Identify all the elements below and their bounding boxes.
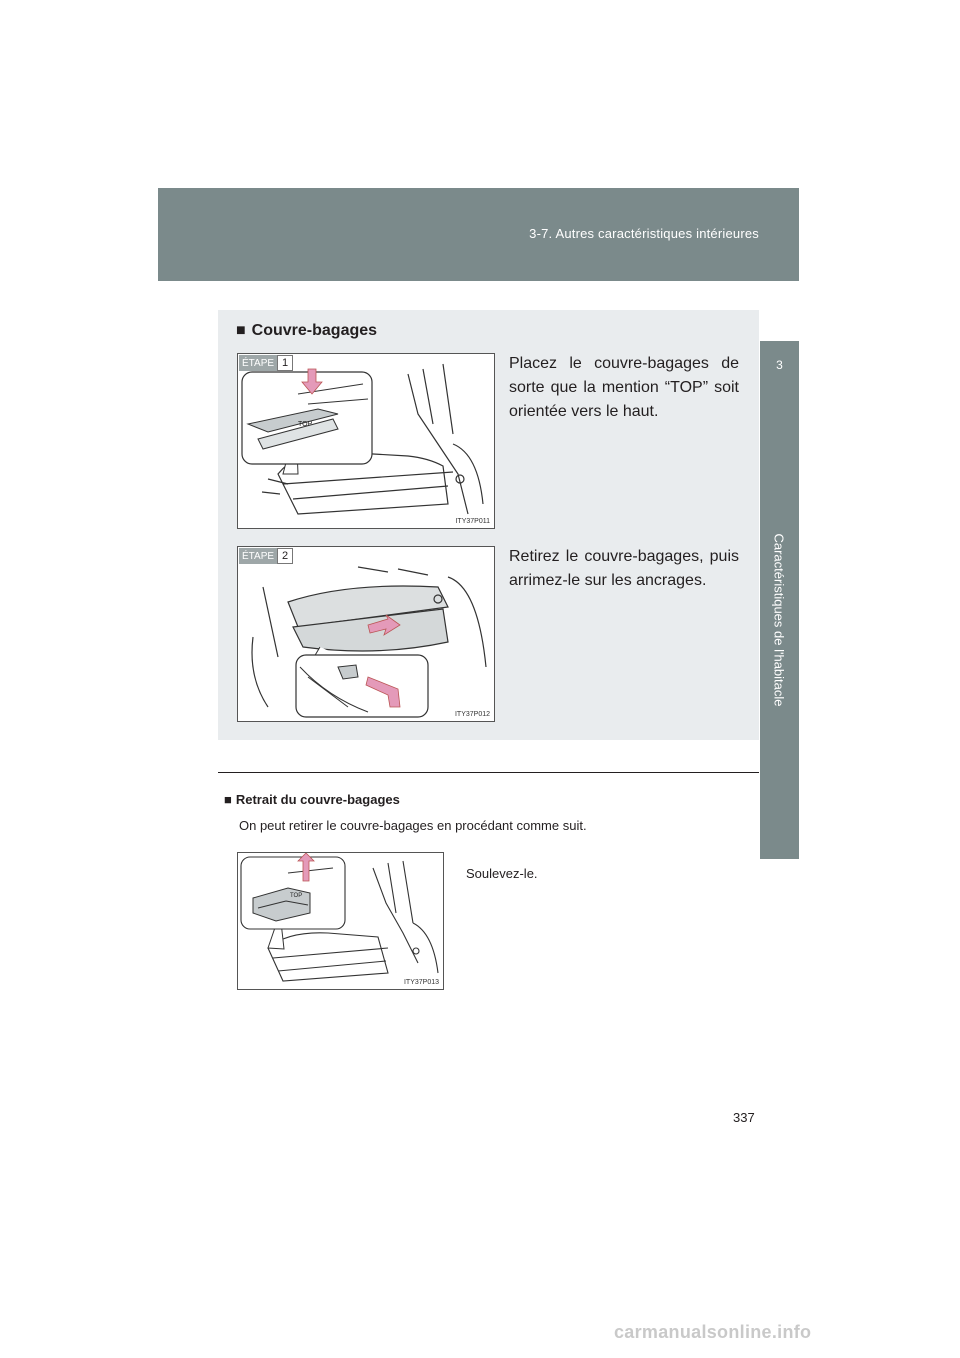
step1-text: Placez le couvre-bagages de sorte que la mention “TOP” soit orientée vers le haut. (509, 355, 739, 420)
cargo-area-illustration (238, 354, 494, 528)
cargo-area-illustration (238, 853, 443, 989)
figure-code: ITY37P012 (454, 711, 490, 718)
panel-heading (236, 322, 377, 340)
top-marking-label: TOP (290, 893, 303, 899)
step2-text: Retirez le couvre-bagages, puis arrimez-le sur les ancrages. (509, 548, 739, 589)
removal-figure (237, 852, 444, 990)
page-number: 337 (733, 1110, 755, 1125)
chapter-tab-label: Caractéristiques de l'habitacle (771, 533, 787, 707)
step-badge-2: ÉTAPE 2 (239, 548, 293, 564)
step-badge-1: ÉTAPE 1 (239, 355, 293, 371)
figure-code: ITY37P011 (455, 518, 490, 525)
square-bullet-icon: ■ (224, 792, 232, 807)
chapter-tab-number: 3 (760, 341, 799, 389)
panel-heading-text: Couvre-bagages (251, 322, 378, 339)
step2-figure (237, 546, 495, 722)
section-heading-text: Retrait du couvre-bagages (235, 792, 400, 807)
removal-caption: Soulevez-le. (466, 866, 538, 881)
section-divider (218, 772, 759, 773)
cargo-cover-panel (218, 310, 759, 740)
cargo-area-illustration (238, 547, 494, 721)
chapter-title: 3-7. Autres caractéristiques intérieures (529, 226, 759, 241)
header-band (158, 188, 799, 281)
step1-figure (237, 353, 495, 529)
watermark: carmanualsonline.info (614, 1322, 812, 1342)
section-body: On peut retirer le couvre-bagages en procédant comme suit. (239, 818, 587, 833)
square-bullet-icon: ■ (236, 322, 246, 339)
figure-code: ITY37P013 (403, 979, 439, 986)
top-marking-label: TOP (298, 421, 313, 428)
section-heading (224, 792, 400, 807)
